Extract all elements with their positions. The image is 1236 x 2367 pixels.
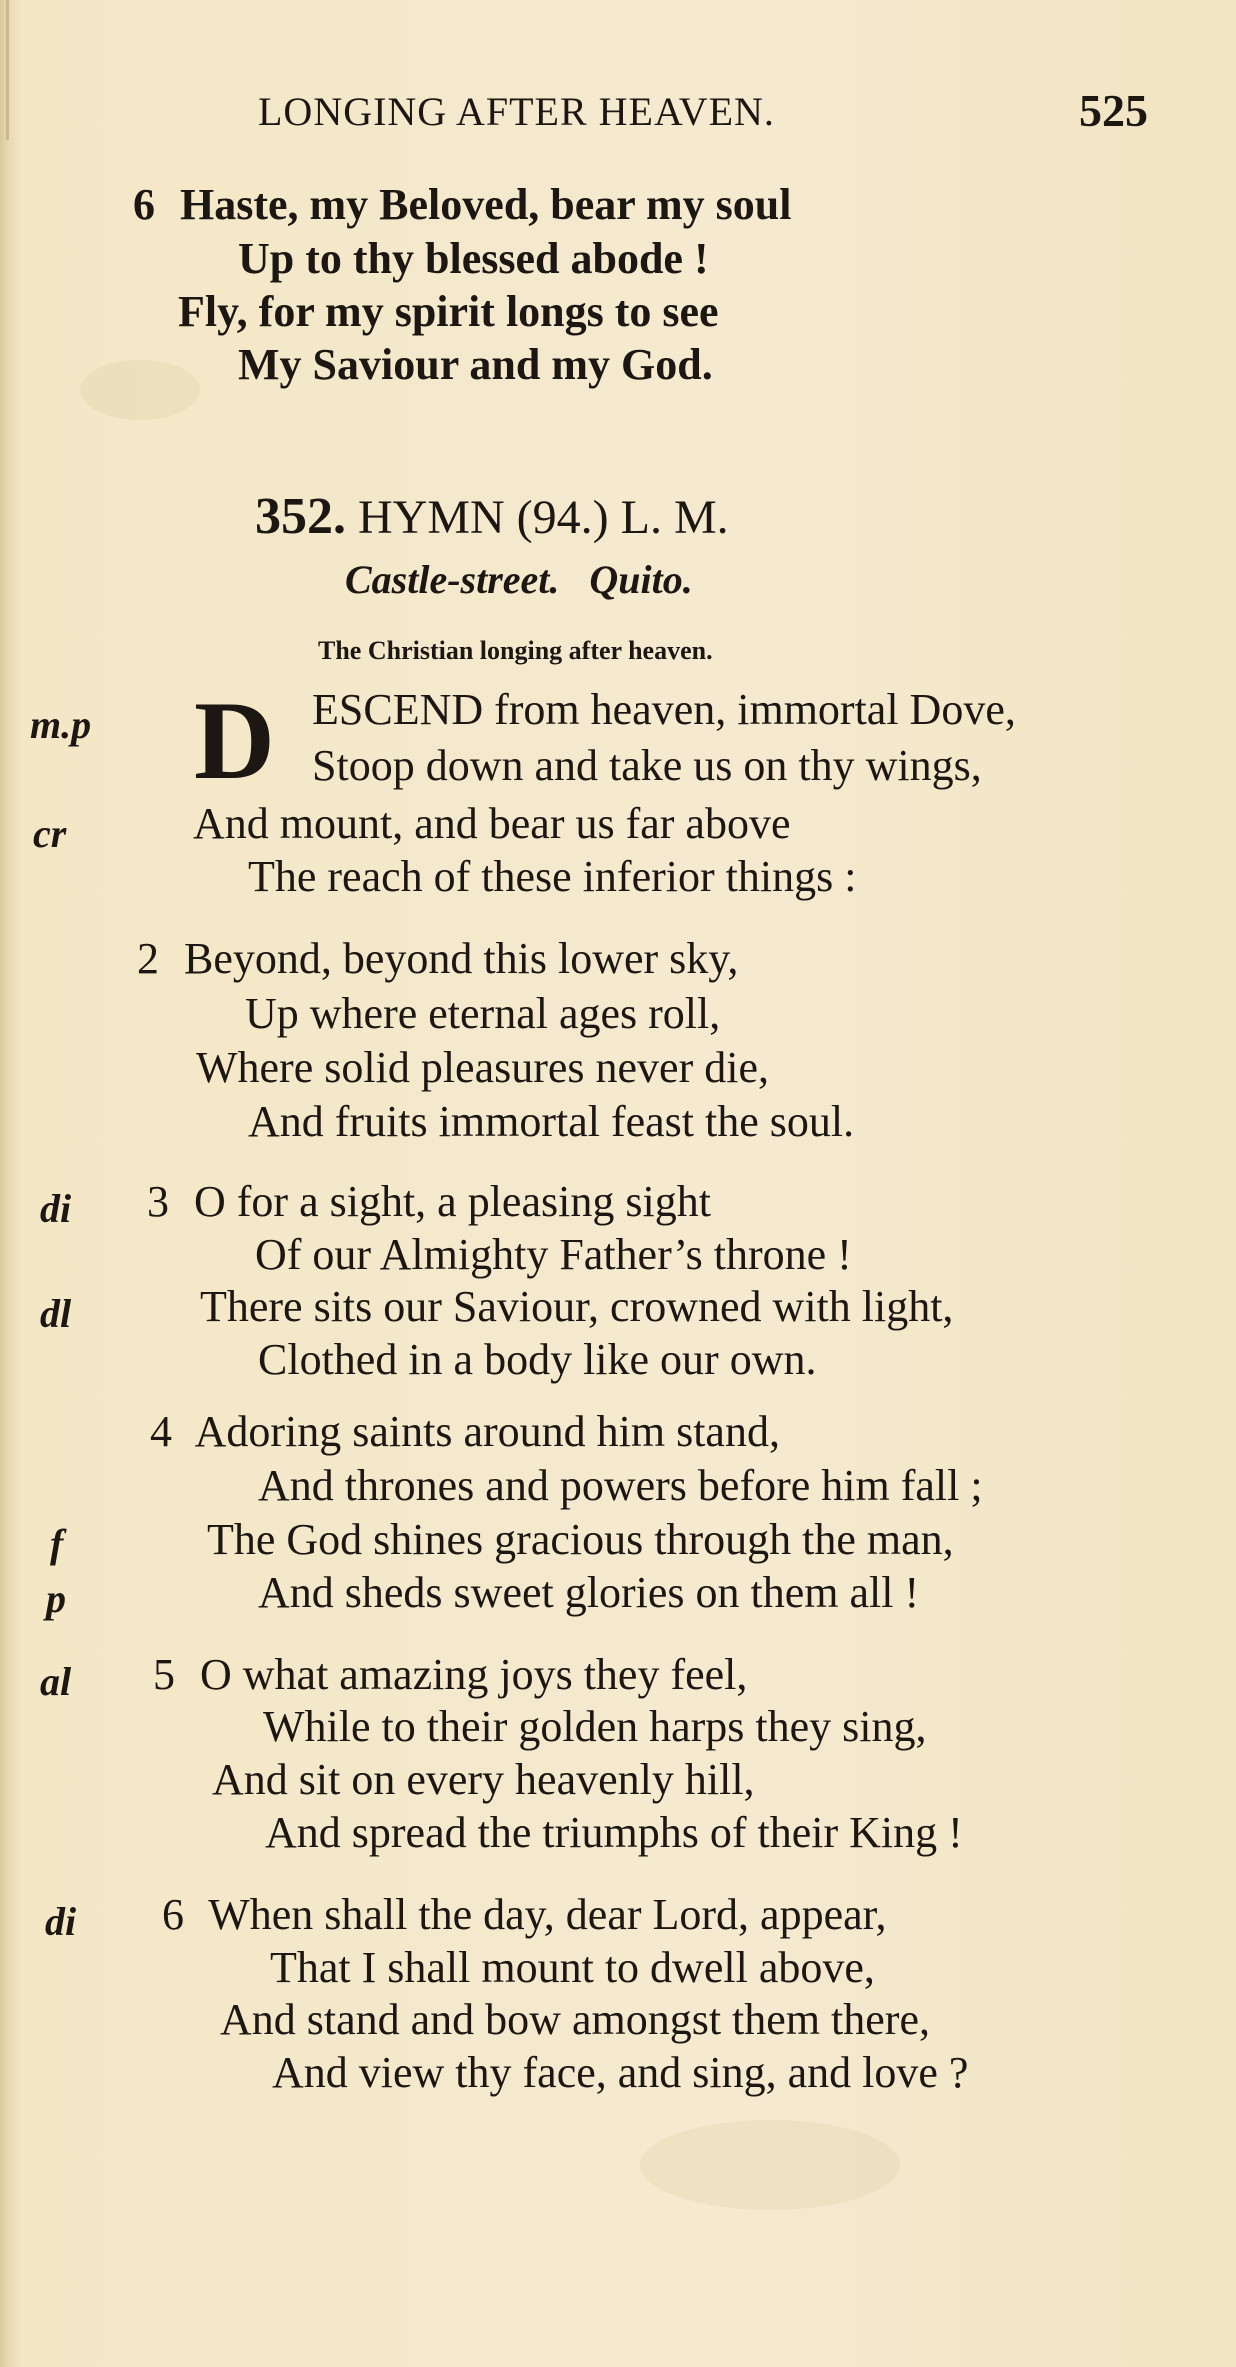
prev-verse-line-3: Fly, for my spirit longs to see bbox=[178, 287, 719, 336]
paper-stain bbox=[640, 2120, 900, 2210]
verse-6-line-1 bbox=[162, 1890, 887, 1939]
verse-1-line-1: ESCEND from heaven, immortal Dove, bbox=[312, 685, 1016, 734]
verse-5-line-2: While to their golden harps they sing, bbox=[263, 1702, 927, 1751]
verse-number: 6 bbox=[133, 180, 155, 229]
margin-mark-di-2: di bbox=[45, 1899, 77, 1944]
hymn-meter: HYMN (94.) L. M. bbox=[358, 491, 729, 544]
hymn-subject: The Christian longing after heaven. bbox=[318, 636, 713, 665]
margin-mark-di: di bbox=[40, 1186, 72, 1231]
verse-number: 6 bbox=[162, 1890, 184, 1939]
verse-number: 2 bbox=[137, 934, 159, 983]
prev-verse-line-2: Up to thy blessed abode ! bbox=[238, 234, 709, 283]
verse-2-line-4: And fruits immortal feast the soul. bbox=[248, 1097, 855, 1146]
verse-text: Haste, my Beloved, bear my soul bbox=[180, 180, 792, 229]
verse-6-line-4: And view thy face, and sing, and love ? bbox=[272, 2048, 969, 2097]
margin-mark-al: al bbox=[40, 1659, 72, 1704]
margin-mark-cr: cr bbox=[33, 811, 67, 856]
verse-6-line-3: And stand and bow amongst them there, bbox=[220, 1995, 930, 2044]
gutter-edge bbox=[6, 0, 9, 140]
tune-names: Castle-street. Quito. bbox=[345, 557, 693, 602]
margin-mark-dl: dl bbox=[40, 1291, 72, 1336]
margin-mark-f: f bbox=[50, 1521, 64, 1566]
verse-2-line-2: Up where eternal ages roll, bbox=[245, 989, 721, 1038]
verse-1-line-3: And mount, and bear us far above bbox=[193, 799, 791, 848]
running-header bbox=[258, 85, 1158, 148]
margin-mark-p: p bbox=[46, 1576, 66, 1621]
verse-5-line-4: And spread the triumphs of their King ! bbox=[265, 1808, 963, 1857]
hymn-heading bbox=[255, 487, 729, 546]
verse-number: 4 bbox=[150, 1407, 172, 1456]
verse-6-line-2: That I shall mount to dwell above, bbox=[270, 1943, 875, 1992]
verse-4-line-3: The God shines gracious through the man, bbox=[207, 1515, 954, 1564]
verse-3-line-3: There sits our Saviour, crowned with light, bbox=[200, 1282, 954, 1331]
verse-3-line-1 bbox=[147, 1177, 711, 1226]
prev-verse-line-1 bbox=[133, 180, 792, 229]
paper-stain bbox=[80, 360, 200, 420]
margin-mark-mp: m.p bbox=[30, 702, 92, 747]
verse-text: Beyond, beyond this lower sky, bbox=[184, 934, 739, 983]
verse-4-line-4: And sheds sweet glories on them all ! bbox=[258, 1568, 920, 1617]
drop-cap: D bbox=[194, 679, 275, 803]
verse-1-line-4: The reach of these inferior things : bbox=[248, 852, 857, 901]
verse-number: 3 bbox=[147, 1177, 169, 1226]
hymn-number: 352. bbox=[255, 488, 346, 545]
verse-4-line-2: And thrones and powers before him fall ; bbox=[258, 1461, 983, 1510]
verse-1-line-2: Stoop down and take us on thy wings, bbox=[312, 741, 982, 790]
verse-3-line-4: Clothed in a body like our own. bbox=[258, 1335, 817, 1384]
verse-3-line-2: Of our Almighty Father’s throne ! bbox=[255, 1230, 852, 1279]
prev-verse-line-4: My Saviour and my God. bbox=[238, 340, 713, 389]
verse-text: O what amazing joys they feel, bbox=[200, 1650, 748, 1699]
page-number: 525 bbox=[1079, 85, 1148, 136]
verse-2-line-1 bbox=[137, 934, 739, 983]
verse-number: 5 bbox=[153, 1650, 175, 1699]
verse-4-line-1 bbox=[150, 1407, 780, 1456]
verse-text: Adoring saints around him stand, bbox=[194, 1407, 780, 1456]
verse-text: When shall the day, dear Lord, appear, bbox=[208, 1890, 887, 1939]
verse-text: O for a sight, a pleasing sight bbox=[194, 1177, 711, 1226]
running-title: LONGING AFTER HEAVEN. bbox=[258, 89, 775, 134]
verse-5-line-1 bbox=[153, 1650, 748, 1699]
verse-5-line-3: And sit on every heavenly hill, bbox=[212, 1755, 755, 1804]
verse-2-line-3: Where solid pleasures never die, bbox=[196, 1043, 769, 1092]
